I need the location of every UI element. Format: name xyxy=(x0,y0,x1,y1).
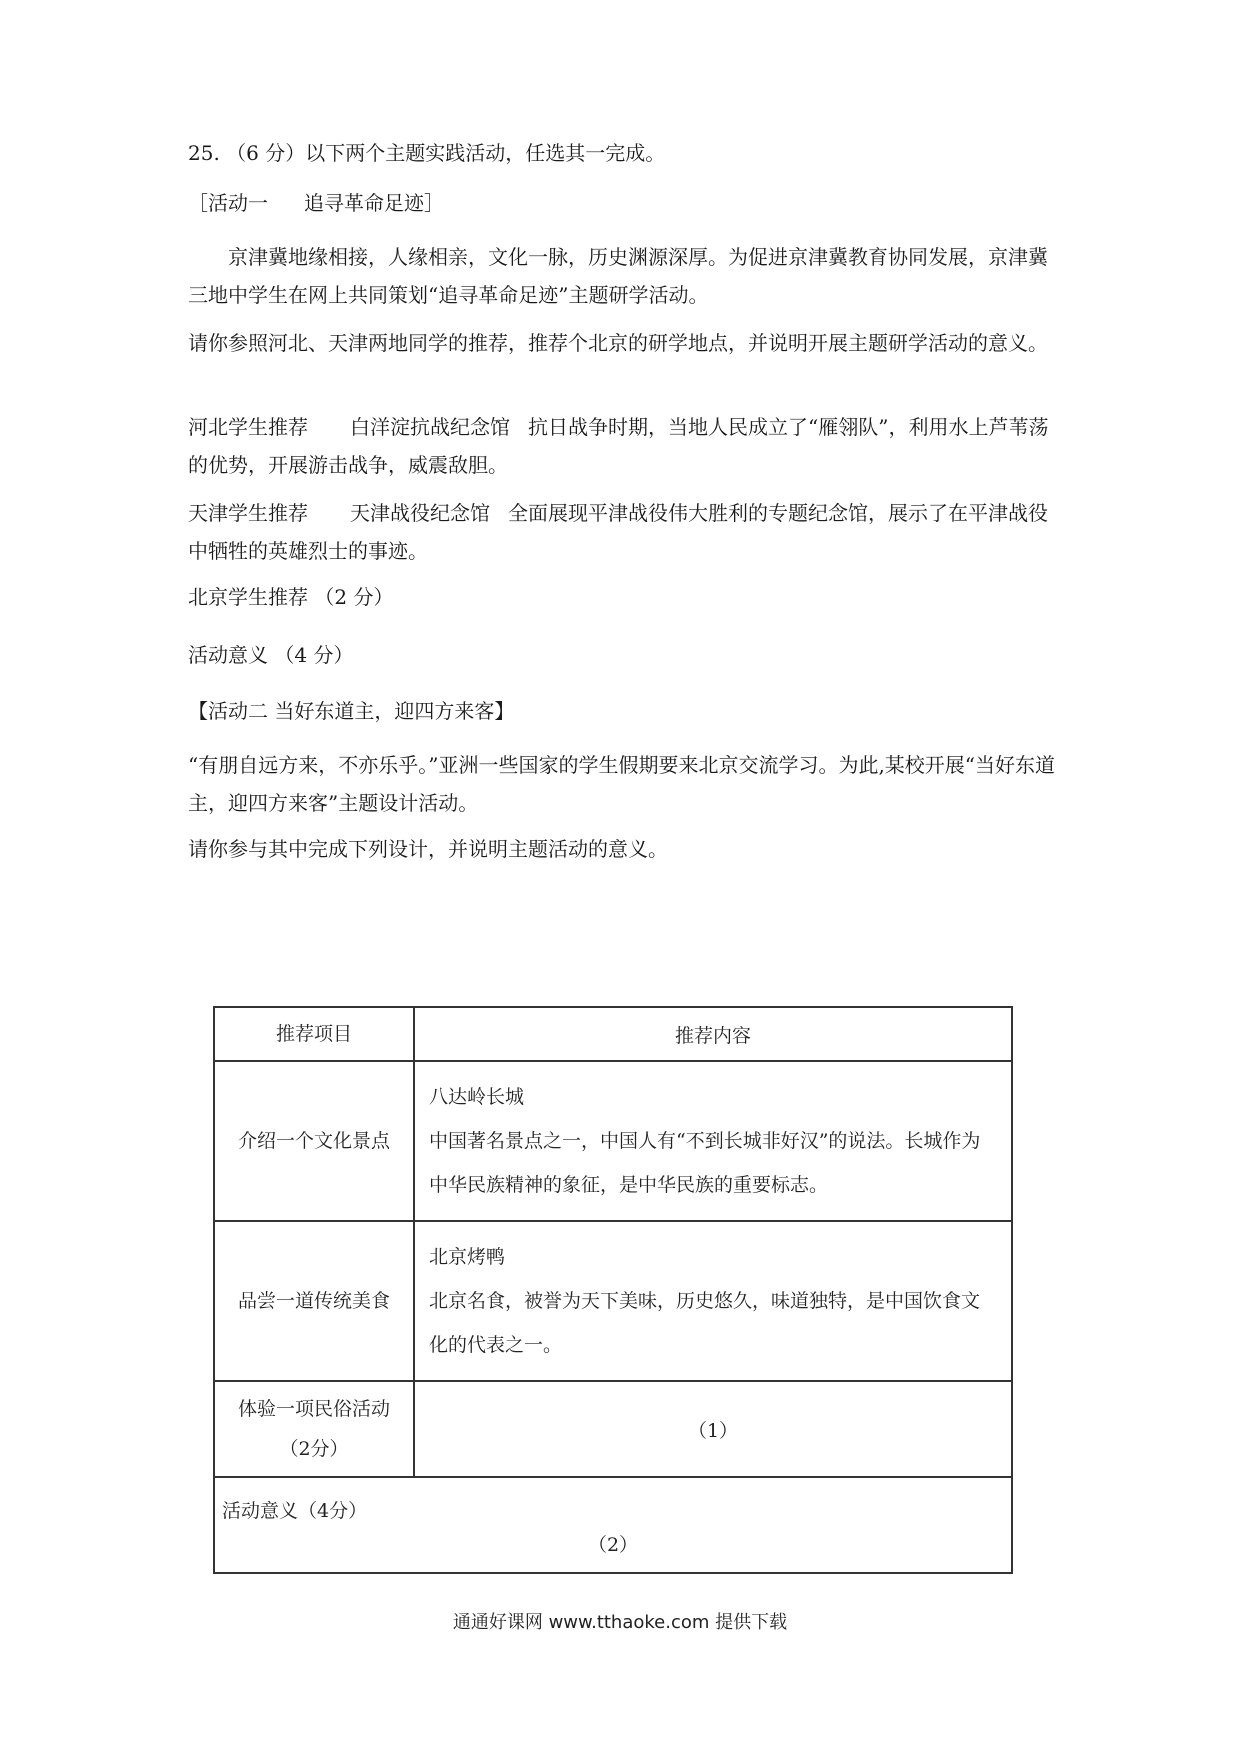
row-item-label: 体验一项民俗活动 xyxy=(237,1398,390,1420)
row-content xyxy=(414,1221,1012,1381)
row-item xyxy=(214,1381,414,1477)
beijing-recommendation-label: 北京学生推荐 （2 分） xyxy=(188,585,394,609)
row-content-title: 北京烤鸭 xyxy=(429,1246,506,1268)
header-content: 推荐内容 xyxy=(414,1007,1012,1061)
table-header-row xyxy=(214,1007,1012,1061)
activity1-title-part-b: 追寻革命足迹］ xyxy=(304,191,444,215)
hebei-label: 河北学生推荐 xyxy=(188,415,308,439)
hebei-recommendation xyxy=(188,408,1060,484)
row-item: 介绍一个文化景点 xyxy=(214,1061,414,1221)
meaning-label: 活动意义（4分） xyxy=(222,1500,368,1522)
activity1-title-part-a: ［活动一 xyxy=(188,191,268,215)
row-content-desc: 北京名食，被誉为天下美味，历史悠久，味道独特，是中国饮食文化的代表之一。 xyxy=(429,1290,981,1356)
tianjin-label: 天津学生推荐 xyxy=(188,501,308,525)
tianjin-description: 全面展现平津战役伟大胜利的专题纪念馆，展示了在平津战役中牺牲的英雄烈士的事迹。 xyxy=(188,501,1048,563)
hebei-place: 白洋淀抗战纪念馆 xyxy=(350,415,510,439)
activity2-title: 【活动二 当好东道主，迎四方来客】 xyxy=(188,699,515,723)
activity2-task: 请你参与其中完成下列设计，并说明主题活动的意义。 xyxy=(188,837,668,861)
row-item-score: （2分） xyxy=(279,1438,349,1460)
row-item: 品尝一道传统美食 xyxy=(214,1221,414,1381)
table-row-meaning xyxy=(214,1477,1012,1573)
answer-blank-1[interactable]: （1） xyxy=(414,1381,1012,1477)
question-heading: 25. （6 分）以下两个主题实践活动，任选其一完成。 xyxy=(188,141,666,165)
table-row xyxy=(214,1221,1012,1381)
activity2-intro: “有朋自远方来，不亦乐乎。”亚洲一些国家的学生假期要来北京交流学习。为此,某校开展“当好东道主，迎四方来客”主题设计活动。 xyxy=(188,753,1056,815)
row-content-title: 八达岭长城 xyxy=(429,1086,525,1108)
activity1-meaning-label: 活动意义 （4 分） xyxy=(188,643,354,667)
tianjin-place: 天津战役纪念馆 xyxy=(350,501,490,525)
activity1-intro: 京津冀地缘相接，人缘相亲，文化一脉，历史渊源深厚。为促进京津冀教育协同发展，京津冀三地中学生在网上共同策划“追寻革命足迹”主题研学活动。 xyxy=(188,245,1048,307)
table-row xyxy=(214,1381,1012,1477)
table-row xyxy=(214,1061,1012,1221)
activity1-task: 请你参照河北、天津两地同学的推荐，推荐个北京的研学地点，并说明开展主题研学活动的意义。 xyxy=(188,331,1048,355)
page-footer: 通通好课网 www.tthaoke.com 提供下载 xyxy=(452,1612,788,1633)
activity1-title xyxy=(188,184,1060,222)
row-content xyxy=(414,1061,1012,1221)
header-item: 推荐项目 xyxy=(214,1007,414,1061)
row-content-desc: 中国著名景点之一，中国人有“不到长城非好汉”的说法。长城作为中华民族精神的象征，是中华民族的重要标志。 xyxy=(429,1130,981,1196)
tianjin-recommendation xyxy=(188,494,1060,570)
answer-blank-2: （2） xyxy=(587,1534,639,1556)
hebei-description: 抗日战争时期，当地人民成立了“雁翎队”，利用水上芦苇荡的优势，开展游击战争，威震敌胆。 xyxy=(188,415,1049,477)
recommendation-table xyxy=(213,1006,1013,1574)
meaning-cell[interactable] xyxy=(214,1477,1012,1573)
